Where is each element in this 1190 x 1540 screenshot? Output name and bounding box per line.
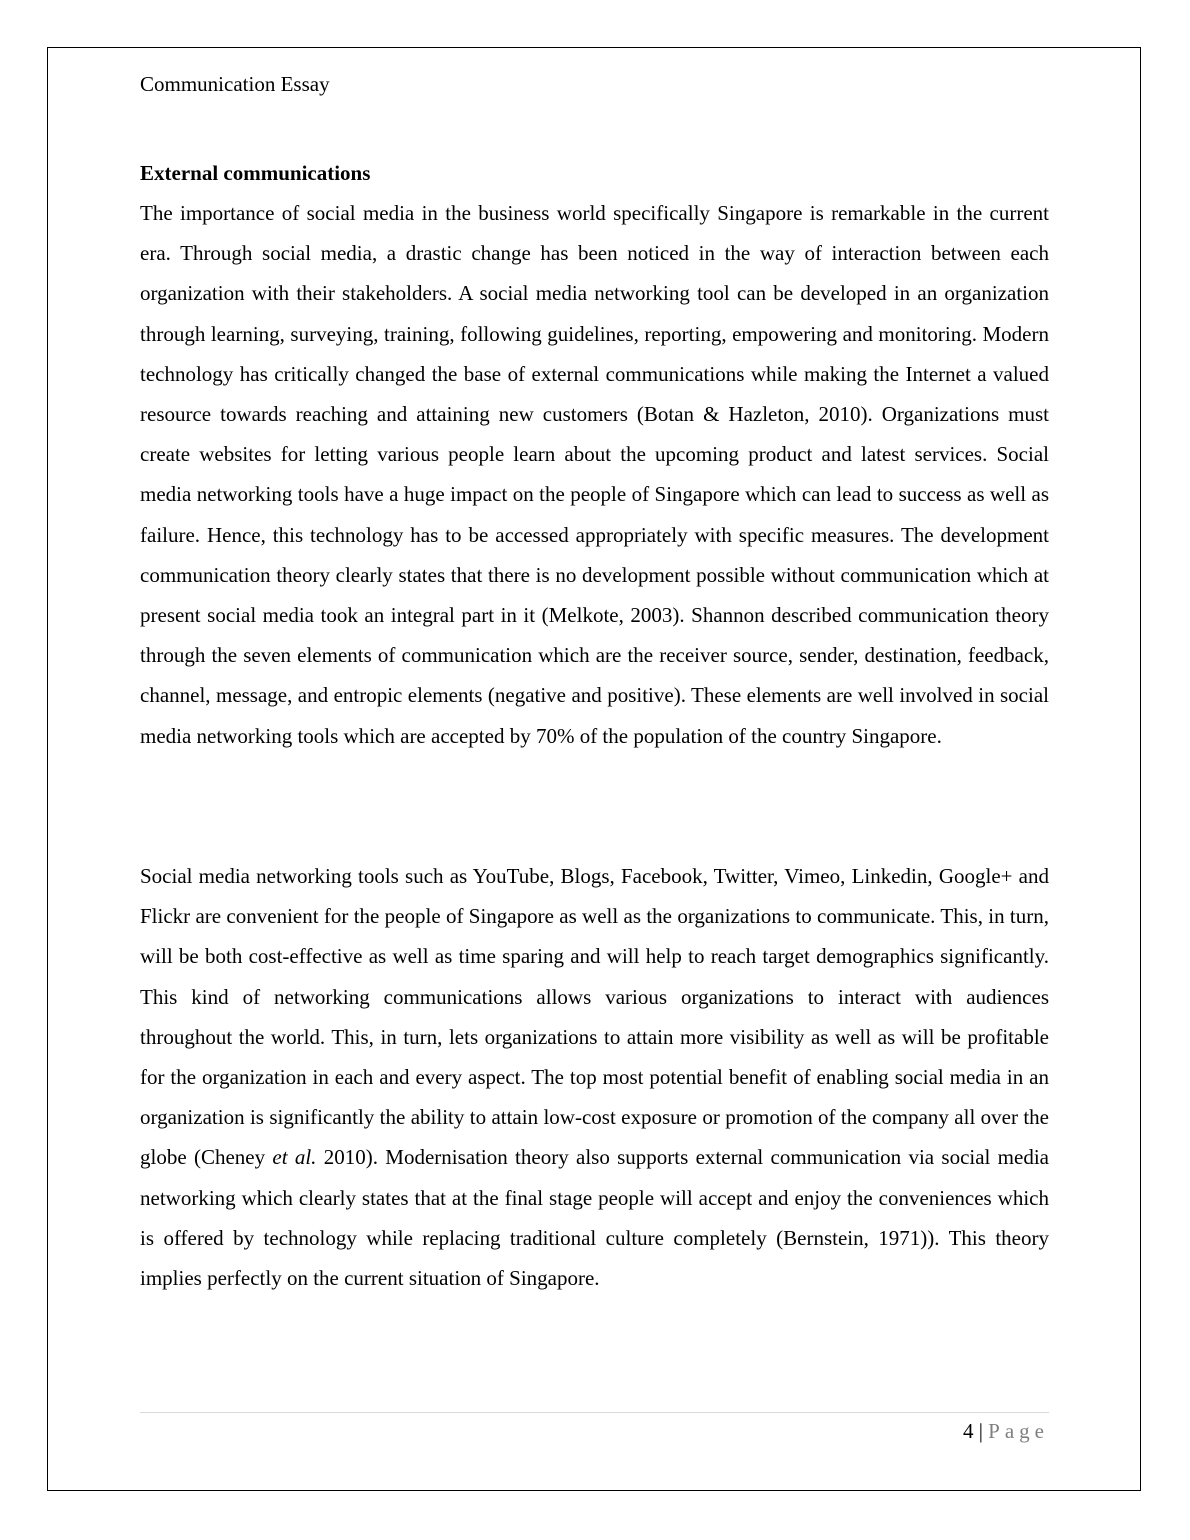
page-number: 4 — [962, 1419, 974, 1443]
page-footer — [963, 1417, 1049, 1445]
document-header: Communication Essay — [140, 72, 330, 96]
body-paragraph-1: The importance of social media in the business world specifically Singapore is remarkable in the current era. Through social media, a drastic change has been noticed in the way of interaction between each organization with their stakeholders. A social media networking tool can be developed in an organization through learning, surveying, training, following guidelines, reporting, empowering and monitoring. Modern technology has critically changed the base of external communications while making the Internet a valued resource towards reaching and attaining new customers (Botan & Hazleton, 2010). Organizations must create websites for letting various people learn about the upcoming product and latest services. Social media networking tools have a huge impact on the people of Singapore which can lead to success as well as failure. Hence, this technology has to be accessed appropriately with specific measures. The development communication theory clearly states that there is no development possible without communication which at present social media took an integral part in it (Melkote, 2003). Shannon described communication theory through the seven elements of communication which are the receiver source, sender, destination, feedback, channel, message, and entropic elements (negative and positive). These elements are well involved in social media networking tools which are accepted by 70% of the population of the country Singapore. — [140, 201, 1049, 748]
footer-divider — [140, 1412, 1049, 1413]
paragraph-text-segment: Social media networking tools such as YouTube, Blogs, Facebook, Twitter, Vimeo, Linkedin, Google+ and Flickr are convenient for the people of Singapore as well as the organizations to communicate. This, in turn, will be both cost-effective as well as time sparing and will help to reach target demographics significantly. This kind of networking communications allows various organizations to interact with audiences throughout the world. This, in turn, lets organizations to attain more visibility as well as will be profitable for the organization in each and every aspect. The top most potential benefit of enabling social media in an organization is significantly the ability to attain low-cost exposure or promotion of the company all over the globe (Cheney — [140, 864, 1049, 1170]
page-label: Page — [988, 1419, 1049, 1443]
citation-italic: et al. — [272, 1145, 317, 1170]
footer-separator: | — [978, 1419, 983, 1443]
body-paragraph-2 — [140, 856, 1049, 1298]
section-heading: External communications — [140, 161, 371, 185]
paragraph-text-segment: 2010). Modernisation theory also supports external communication via social media networking which clearly states that at the final stage people will accept and enjoy the conveniences which is offered by technology while replacing traditional culture completely (Bernstein, 1971)). This theory implies perfectly on the current situation of Singapore. — [140, 1145, 1049, 1291]
